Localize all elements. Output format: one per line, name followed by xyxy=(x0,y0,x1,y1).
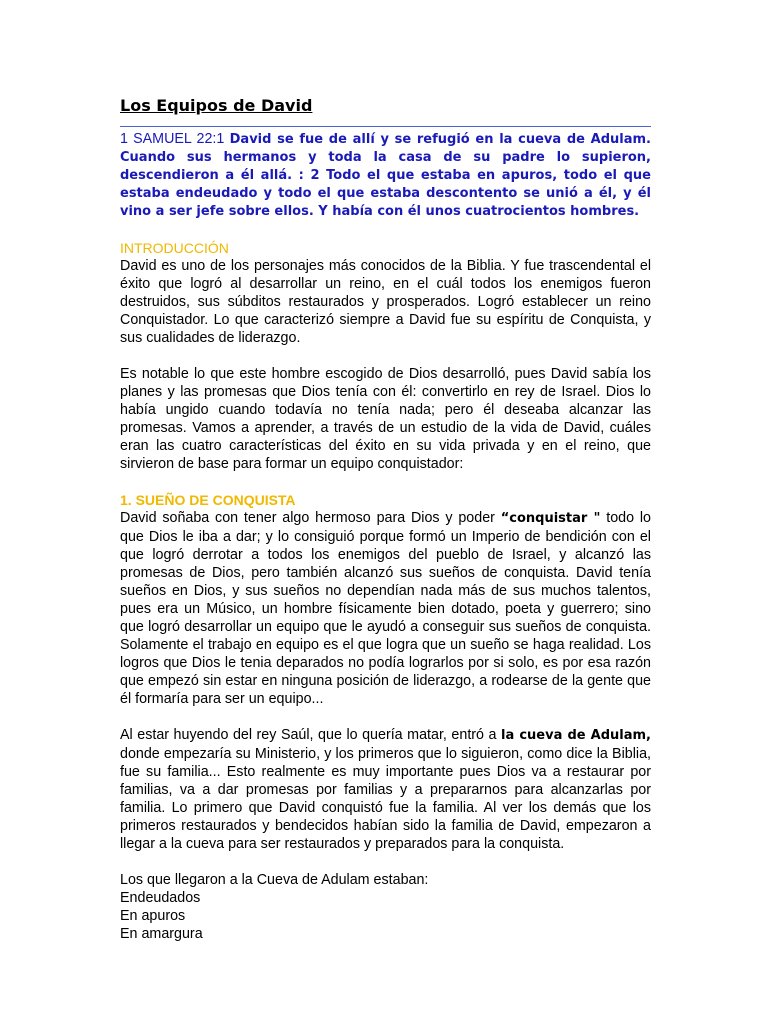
list-item: En apuros xyxy=(120,908,186,924)
paragraph-text: donde empezaría su Ministerio, y los primeros que lo siguieron, como dice la Biblia, fue su familia... Esto realmente es muy importante pues Dios va a restaurar por familias, va a dar promesas por familias y a prepararnos para alcanzarlas por familia. Lo primero que David conquistó fue la familia. Al ver los demás que los primeros restaurados y bendecidos habían sido la familia de David, empezaron a llegar a la cueva para ser restaurados y preparados para la conquista. xyxy=(120,746,651,852)
section-1-paragraph-1 xyxy=(120,509,651,708)
list-item: En amargura xyxy=(120,926,203,942)
list-intro: Los que llegaron a la Cueva de Adulam estaban: xyxy=(120,872,429,888)
paragraph-text: todo lo que Dios le iba a dar; y lo consiguió porque formó un Imperio de bendición con el que logró derrotar a todos los enemigos del pueblo de Israel, y alcanzó las promesas de Dios, pero también alcanzó sus sueños de conquista. David tenía sueños en Dios, y sus sueños no dependían nada más de sus muchos talentos, pues era un Músico, un hombre físicamente bien dotado, poeta y guerrero; sino que logró desarrollar un equipo que le ayudó a conseguir sus sueños de conquista. Solamente el trabajo en equipo es el que logra que un sueño se haga realidad. Los logros que Dios le tenia deparados no podía lograrlos por si solo, es por esa razón que empezó sin estar en ninguna posición de liderazgo, a rodearse de la gente que él formaría para ser un equipo... xyxy=(120,510,651,707)
introduction-paragraph-2: Es notable lo que este hombre escogido de Dios desarrolló, pues David sabía los planes y las promesas que Dios tenía con él: convertirlo en rey de Israel. Dios lo había ungido cuando todavía no tenía nada; pero él deseaba alcanzar las promesas. Vamos a aprender, a través de un estudio de la vida de David, cuáles eran las cuatro características del éxito en su vida privada y en el reino, que sirvieron de base para formar un equipo conquistador: xyxy=(120,366,651,472)
document-content xyxy=(120,96,651,943)
paragraph-text: Al estar huyendo del rey Saúl, que lo quería matar, entró a xyxy=(120,727,502,743)
introduction-paragraph-1: David es uno de los personajes más conocidos de la Biblia. Y fue trascendental el éxito que logró al desarrollar un reino, en el cuál todos los enemigos fueron destruidos, sus súbditos restaurados y prosperados. Logró establecer un reino Conquistador. Lo que caracterizó siempre a David fue su espíritu de Conquista, y sus cualidades de liderazgo. xyxy=(120,258,651,346)
paragraph-text: David soñaba con tener algo hermoso para Dios y poder xyxy=(120,510,501,526)
section-1-heading: 1. SUEÑO DE CONQUISTA xyxy=(120,492,296,508)
emphasis-text: la cueva de Adulam, xyxy=(501,728,651,743)
emphasis-text: “conquistar " xyxy=(500,511,601,526)
introduction-heading: INTRODUCCIÓN xyxy=(120,240,229,256)
list-item: Endeudados xyxy=(120,890,201,906)
scripture-verse xyxy=(120,126,651,221)
verse-text: David se fue de allí y se refugió en la cueva de Adulam. Cuando sus hermanos y toda la casa de su padre lo supieron, descendieron a él allá. : 2 Todo el que estaba en apuros, todo el que estaba endeudado y todo el que estaba descontento se unió a él, y él vino a ser jefe sobre ellos. Y había con él unos cuatrocientos hombres. xyxy=(120,132,651,219)
section-1-paragraph-2 xyxy=(120,726,651,853)
verse-reference: 1 SAMUEL 22:1 xyxy=(120,131,225,147)
page-title: Los Equipos de David xyxy=(120,96,313,115)
condition-list xyxy=(120,889,651,943)
